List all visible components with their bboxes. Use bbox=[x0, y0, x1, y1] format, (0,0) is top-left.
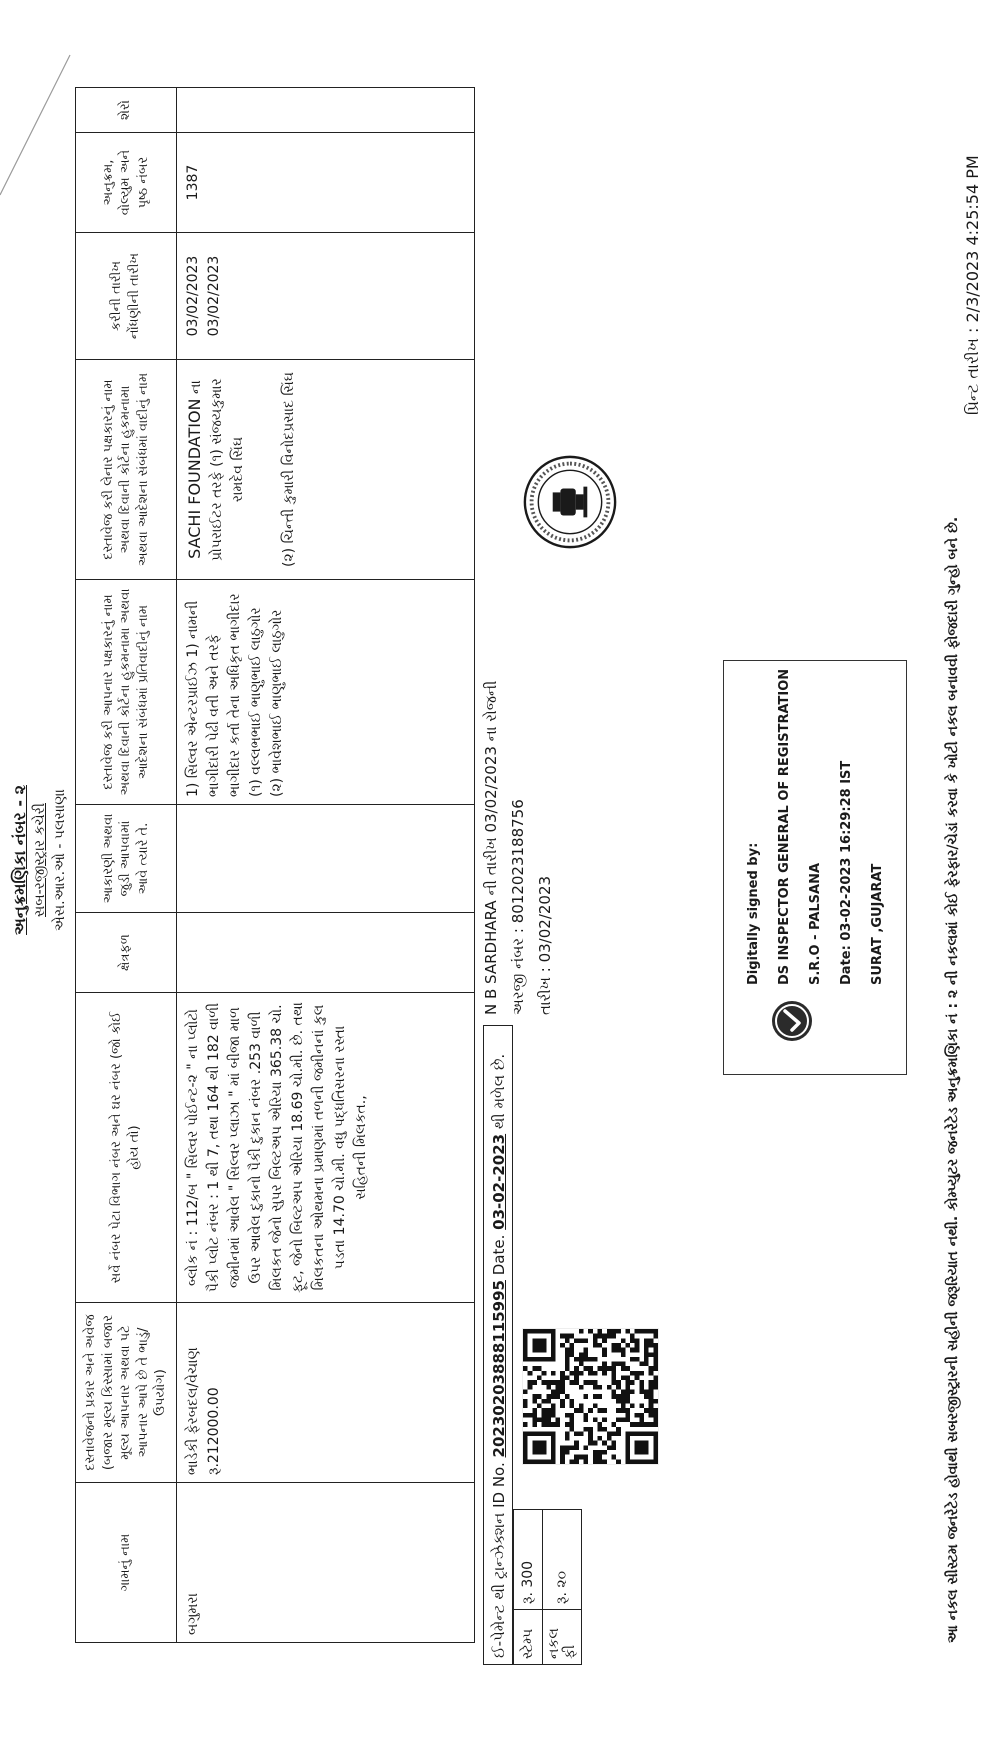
payment-transaction-line bbox=[483, 1025, 513, 1665]
cell-claimant bbox=[176, 360, 474, 580]
qr-code-icon bbox=[522, 1328, 659, 1465]
cell-serial: 1387 bbox=[176, 133, 474, 233]
cell-remarks bbox=[176, 88, 474, 133]
execution-date: 03/02/2023 bbox=[184, 255, 201, 337]
transaction-id: 20230203888115995 bbox=[490, 1280, 508, 1458]
cell-executant: 1) સિલ્વર એન્ટરપ્રાઈઝ 1) નામની ભાગીદારી પેઢી વતી અને તરફે ભાગીદાર કર્તા તેના અધિકૃત ભાગીદાર (૧) વલ્લભભાઈ ભાણુભાઈ લાઠુગોર (૨) ભાવેશભાઈ ભાણુભાઈ લાઠુગોર bbox=[176, 580, 474, 805]
signature-line: SURAT ,GUJARAT bbox=[870, 863, 885, 985]
header-area: ક્ષેત્રફળ bbox=[76, 913, 177, 993]
signature-line: Date: 03-02-2023 16:29:28 IST bbox=[839, 760, 854, 985]
header-doc-type: દસ્તાવેજનો પ્રકાર અને અવેજ (બજાર મૂલ્ય કિસ્સામાં બજાર મૂલ્ય આપનાર અથવા પટે આપનાર આપે છે તે ભાડું/ઉપયોગ) bbox=[76, 1303, 177, 1483]
office-name: સબ-રજીસ્ટ્રાર કચેરી bbox=[32, 803, 48, 917]
cell-assessment bbox=[176, 805, 474, 913]
digital-signature-check-icon bbox=[770, 999, 814, 1043]
doc-value-text: રૂ.212000.00 bbox=[205, 1387, 222, 1475]
fees-table bbox=[513, 1509, 582, 1665]
table-row bbox=[176, 88, 474, 1643]
payment-date: 03-02-2023 bbox=[490, 1133, 508, 1230]
claimant-detail: ના પ્રોપરાઈટર તરફે (૧) સંજયકુમાર રામદેવ સિંઘ bbox=[187, 378, 246, 561]
payment-suffix: થી મળેલ છે. bbox=[490, 1053, 508, 1130]
table-header-row bbox=[76, 88, 177, 1643]
claimant-second: (૨) ચિન્તી કુમારી વિનોદપ્રસાદ સિંઘ bbox=[280, 371, 297, 568]
application-number: અરજી નંબર : 8012023188756 bbox=[509, 799, 527, 1015]
header-claimant: દસ્તાવેજ કરી લેનાર પક્ષકારનું નામ અથવા દિવાની કોર્ટના હુકમનામા અથવા આદેશના સંબંધમાં વાદીનું નામ bbox=[76, 360, 177, 580]
payment-prefix: ઈ-પેમેન્ટ થી ટ્રાન્ઝેક્શન ID No. bbox=[490, 1462, 508, 1658]
document-title: અનુક્રમણિકા નંબર - ૨ bbox=[10, 785, 29, 935]
cell-dates bbox=[176, 233, 474, 360]
cell-area bbox=[176, 913, 474, 993]
government-seal-icon bbox=[522, 454, 618, 550]
fee-label: સ્ટેમ્પ bbox=[514, 1610, 543, 1665]
signature-line: S.R.O - PALSANA bbox=[808, 862, 823, 985]
cell-doc-type bbox=[176, 1303, 474, 1483]
header-serial: અનુક્રમ, વોલ્યુમ અને પૃષ્ઠ નંબર bbox=[76, 133, 177, 233]
application-date: તારીખ : 03/02/2023 bbox=[536, 875, 554, 1015]
index-table bbox=[75, 87, 475, 1643]
office-location: એસ.આર.ઓ - પલસાણા bbox=[52, 789, 68, 931]
print-date: પ્રિન્ટ તારીખ : 2/3/2023 4:25:54 PM bbox=[963, 155, 982, 415]
digital-signature-text bbox=[738, 669, 893, 985]
issuing-officer-block bbox=[482, 681, 563, 1015]
header-village: ગામનું નામ bbox=[76, 1483, 177, 1643]
cell-survey: બ્લોક નં : 112/બ " સિલ્વર પોઈન્ટ-૨ " ના પ્લોટો પૈકી પ્લોટ નંબર : 1 થી 7, તથા 164 થી 182 વાળી જમીનમાં આવેલ " સિલ્વર પ્લાઝા " માં બીજા માળ ઉપર આવેલ દુકાનો પૈકી દુકાન નંબર .253 વાળી મિલકત જેનો સુપર બિલ્ટઅપ એરિયા 365.38 ચો. ફૂટ, જેનો બિલ્ટઅપ એરિયા 18.69 ચો.મી. છે. તથા મિલકતના ઓથમના પ્રમાણમાં તળની જમીનનાં કુલ પડતા 14.70 ચો.મી. વધુ પદ્ધતિસરના રસ્તા સહિતની મિલકત., bbox=[176, 993, 474, 1303]
header-remarks: શેરો bbox=[76, 88, 177, 133]
fee-value: રૂ. 300 bbox=[514, 1510, 543, 1610]
header-survey: સર્વે નંબર પેટા વિભાગ નંબર અને ઘર નંબર (જો કોઈ હોય તો) bbox=[76, 993, 177, 1303]
header-executant: દસ્તાવેજ કરી આપનાર પક્ષકારનું નામ અથવા દિવાની કોર્ટના હુકમનામા અથવા આદેશના સંબંધમાં પ્રતિવાદીનું નામ bbox=[76, 580, 177, 805]
header-dates: કરીની તારીખ નોંધણીની તારીખ bbox=[76, 233, 177, 360]
fee-row bbox=[514, 1510, 543, 1665]
fee-value: રૂ. ૨૦ bbox=[543, 1510, 582, 1610]
doc-type-text: ભાડેકી ફેરબદલ/વેચાણ bbox=[184, 1347, 201, 1475]
header-assessment: આકારણી અથવા જુડી આપવામાં આવે ત્યારે તે. bbox=[76, 805, 177, 913]
signature-line: Digitally signed by: bbox=[746, 842, 761, 985]
signature-line: DS INSPECTOR GENERAL OF REGISTRATION bbox=[777, 668, 792, 985]
officer-name-line: N B SARDHARA ની તારીખ 03/02/2023 ના રોજની bbox=[482, 680, 500, 1015]
fee-row bbox=[543, 1510, 582, 1665]
fee-label: નકલ ફી bbox=[543, 1610, 582, 1665]
payment-date-label: Date. bbox=[490, 1234, 508, 1276]
cell-village: બગુમરા bbox=[176, 1483, 474, 1643]
claimant-name: SACHI FOUNDATION bbox=[184, 398, 204, 559]
footer-disclaimer: આ નકલ સીસ્ટમ જનરેટેડ હોવાથી સબરજીસ્ટ્રારની સહીની જરૂરિયાત નથી. કોમ્પ્યુટર જનરેટેડ અનુક્રમણિકા નં : ૨ ની નકલમાં કોઈ ફેરફાર/ચેડાં કરવા કે ખોટી નકલ બનાવવી ફોજદારી ગુન્હો બને છે. bbox=[945, 516, 961, 1643]
registration-date: 03/02/2023 bbox=[205, 255, 222, 337]
